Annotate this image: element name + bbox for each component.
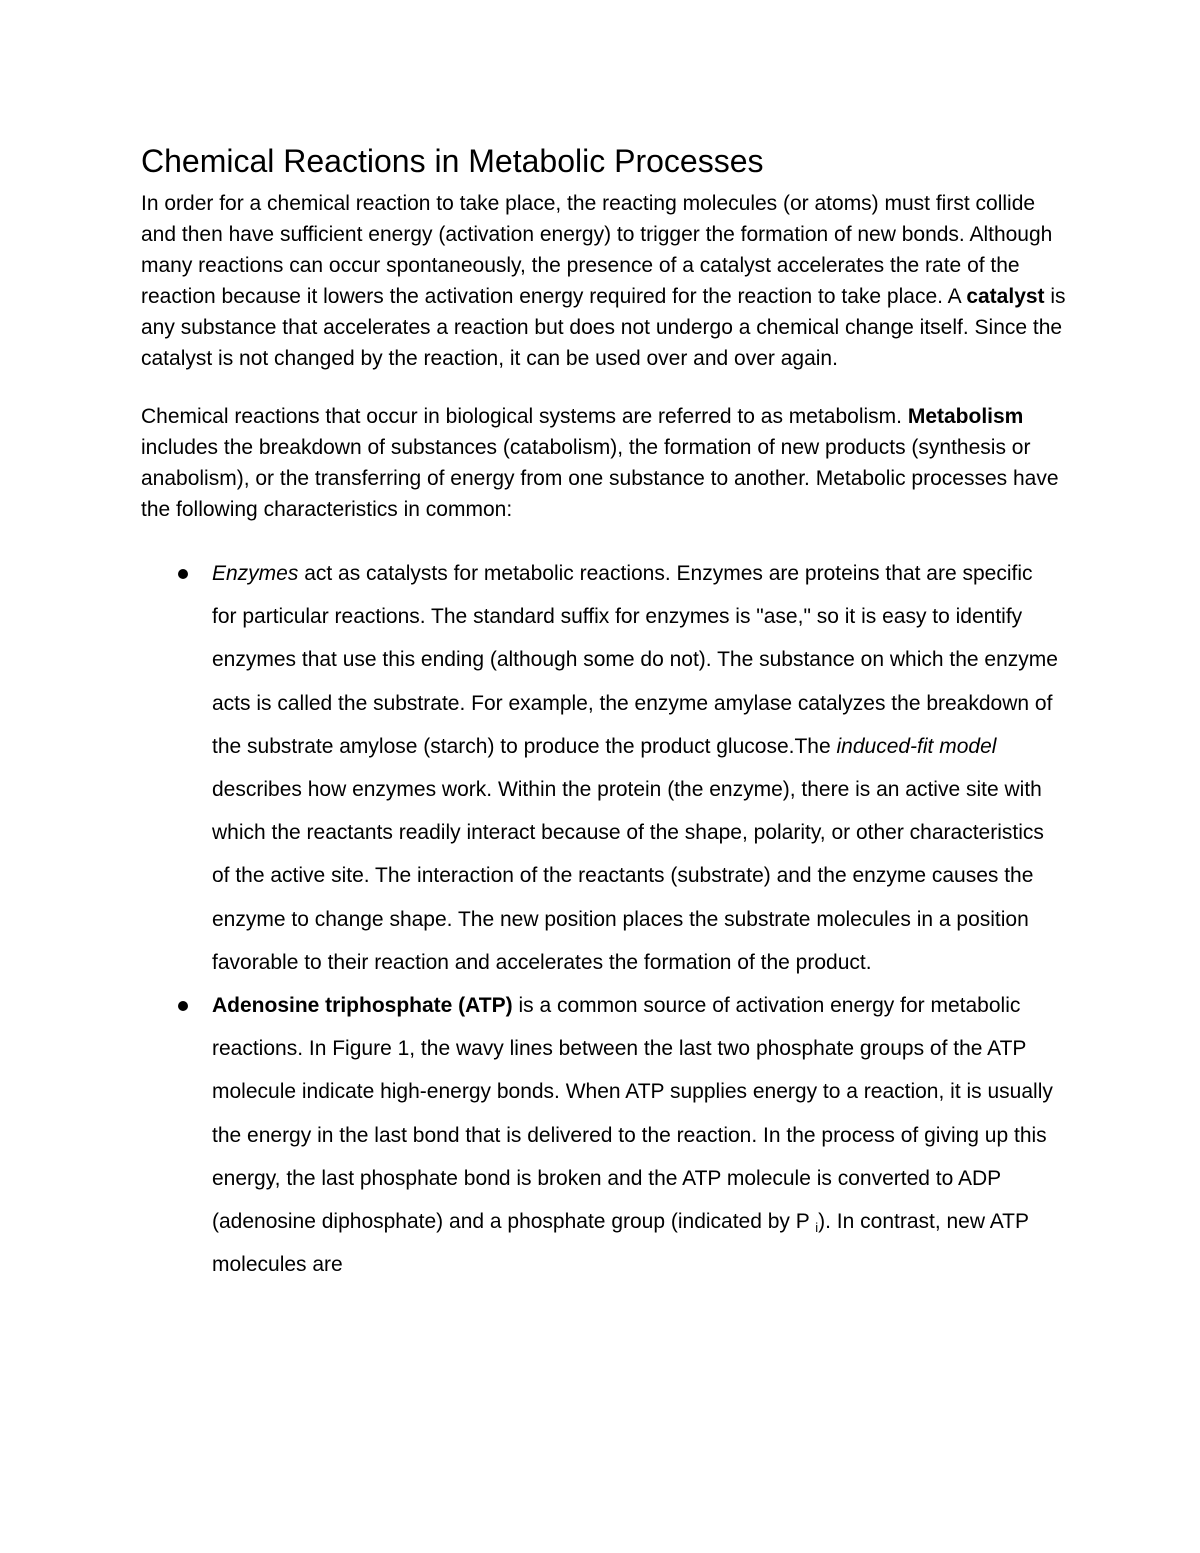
- bullet-icon: [178, 569, 188, 579]
- paragraph-metabolism: [141, 401, 1071, 525]
- bullet-icon: [178, 1001, 188, 1011]
- list-item-enzymes: [212, 552, 1071, 984]
- bold-term-metabolism: Metabolism: [907, 405, 1024, 428]
- list-item-text: describes how enzymes work. Within the protein (the enzyme), there is an active site with which the reactants readily interact because of the shape, polarity, or other characteristics of the active site. The interaction of the reactants (substrate) and the enzyme causes the enzyme to change shape. The new position places the substrate molecules in a position favorable to their reaction and accelerates the formation of the product.: [212, 778, 1044, 974]
- document-page: [141, 140, 1071, 1286]
- bold-term-catalyst: catalyst: [966, 285, 1045, 308]
- paragraph-text: Chemical reactions that occur in biological systems are referred to as metabolism.: [141, 405, 908, 428]
- list-item-atp: [212, 984, 1071, 1286]
- paragraph-text: is any substance that accelerates a reaction but does not undergo a chemical change itself. Since the catalyst is not changed by the reaction, it can be used over and over again.: [141, 285, 1066, 370]
- bold-term-atp: Adenosine triphosphate (ATP): [212, 994, 513, 1018]
- document-title: Chemical Reactions in Metabolic Processes: [141, 143, 764, 179]
- paragraph-text: includes the breakdown of substances (catabolism), the formation of new products (synthesis or anabolism), or the transferring of energy from one substance to another. Metabolic processes have the following characteristics in common:: [141, 436, 1059, 521]
- italic-term-induced-fit: induced-fit model: [836, 734, 997, 758]
- italic-term-enzymes: Enzymes: [212, 562, 299, 585]
- subscript-i: i: [815, 1220, 819, 1236]
- list-item-text: act as catalysts for metabolic reactions. Enzymes are proteins that are specific for particular reactions. The standard suffix for enzymes is "ase," so it is easy to identify enzymes that use this ending (although some do not). The substance on which the enzyme acts is called the substrate. For example, the enzyme amylase catalyzes the breakdown of the substrate amylose (starch) to produce the product glucose.The: [212, 562, 1058, 758]
- list-item-text: is a common source of activation energy for metabolic reactions. In Figure 1, the wavy lines between the last two phosphate groups of the ATP molecule indicate high-energy bonds. When ATP supplies energy to a reaction, it is usually the energy in the last bond that is delivered to the reaction. In the process of giving up this energy, the last phosphate bond is broken and the ATP molecule is converted to ADP (adenosine diphosphate) and a phosphate group (indicated by P: [212, 994, 1053, 1234]
- list-item-text: ). In contrast, new ATP molecules are: [212, 1210, 1029, 1277]
- paragraph-text: In order for a chemical reaction to take place, the reacting molecules (or atoms) must first collide and then have sufficient energy (activation energy) to trigger the formation of new bonds. Although many reactions can occur spontaneously, the presence of a catalyst accelerates the rate of the reaction because it lowers the activation energy required for the reaction to take place. A: [141, 192, 1053, 308]
- characteristics-list: [141, 552, 1071, 1286]
- paragraph-catalyst: [141, 188, 1071, 374]
